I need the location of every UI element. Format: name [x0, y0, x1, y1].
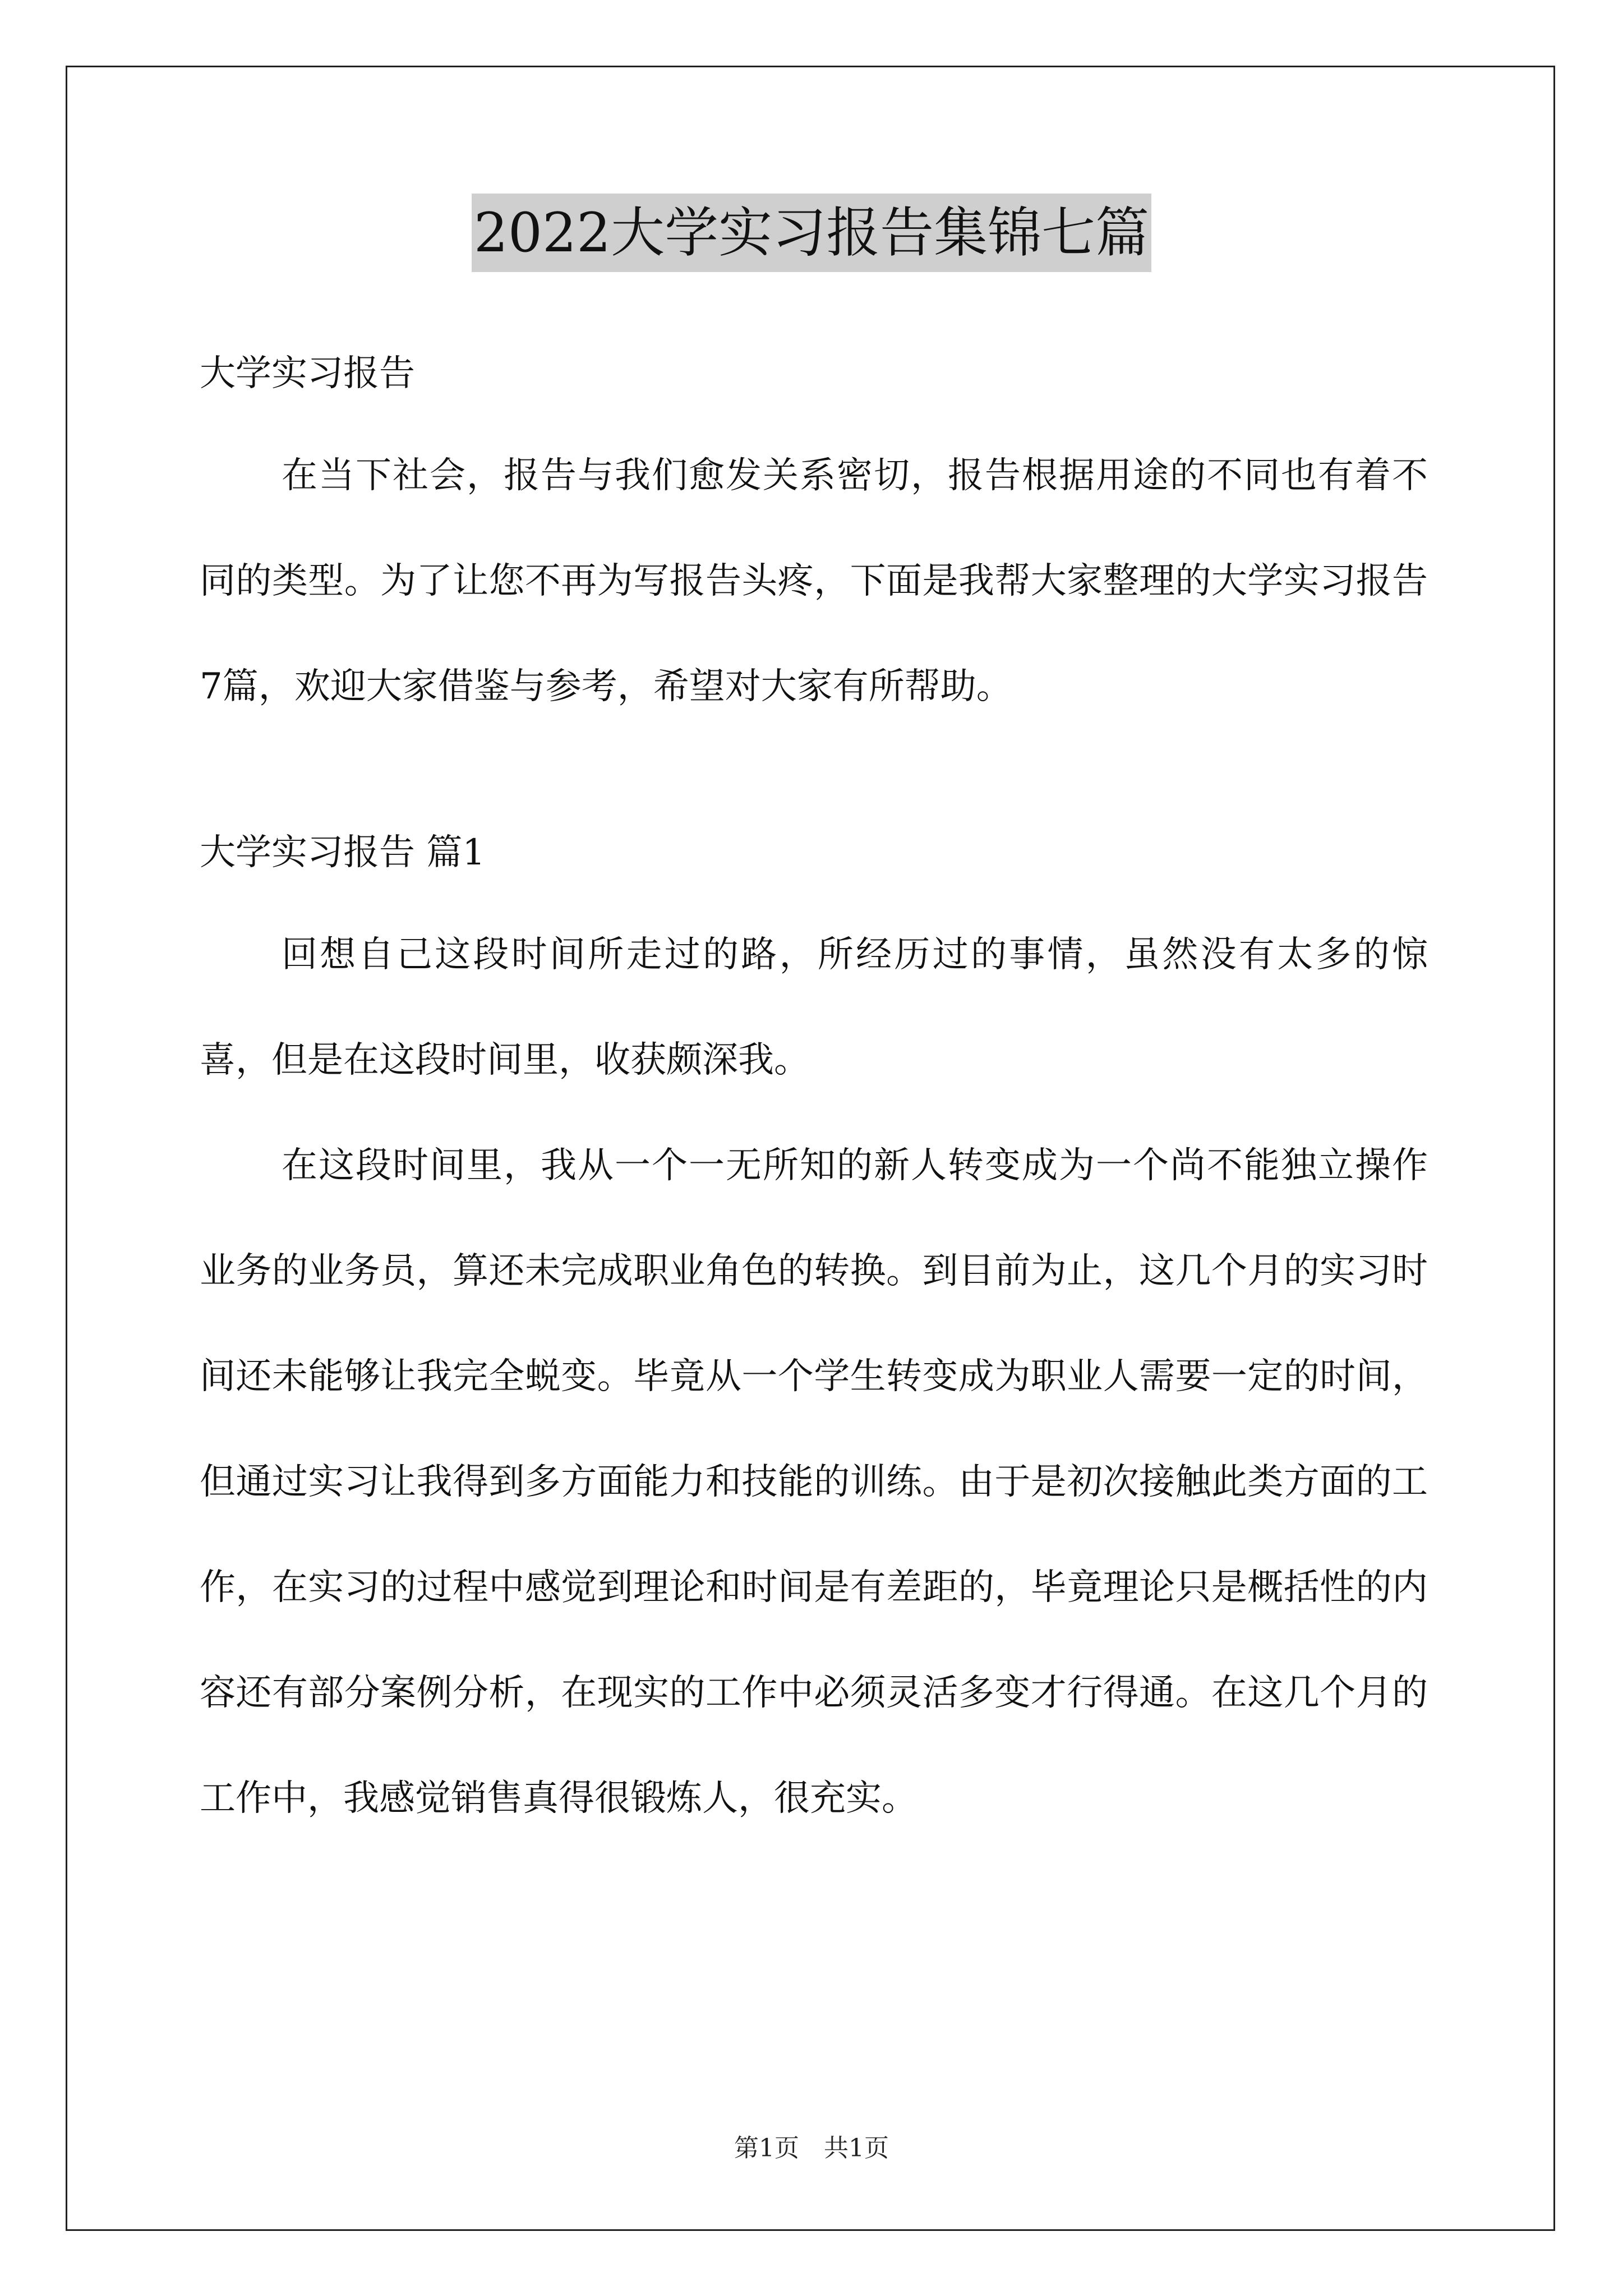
intro-heading: 大学实习报告 [200, 353, 415, 394]
intro-paragraph: 在当下社会，报告与我们愈发关系密切，报告根据用途的不同也有着不同的类型。为了让您不再为写报告头疼，下面是我帮大家整理的大学实习报告7篇，欢迎大家借鉴与参考，希望对大家有所帮助。 [200, 455, 1428, 707]
section-paragraph-2: 在这段时间里，我从一个一无所知的新人转变成为一个尚不能独立操作业务的业务员，算还未完成职业角色的转换。到目前为止，这几个月的实习时间还未能够让我完全蜕变。毕竟从一个学生转变成为职业人需要一定的时间，但通过实习让我得到多方面能力和技能的训练。由于是初次接触此类方面的工作，在实习的过程中感觉到理论和时间是有差距的，毕竟理论只是概括性的内容还有部分案例分析，在现实的工作中必须灵活多变才行得通。在这几个月的工作中，我感觉销售真得很锻炼人，很充实。 [200, 1145, 1428, 1819]
document-title: 2022大学实习报告集锦七篇 [472, 194, 1151, 272]
title-container [0, 194, 1623, 272]
document-body [200, 314, 1428, 1851]
section-heading: 大学实习报告 篇1 [200, 832, 486, 873]
section-paragraph-1: 回想自己这段时间所走过的路，所经历过的事情，虽然没有太多的惊喜，但是在这段时间里，收获颇深我。 [200, 934, 1428, 1081]
page-footer: 第1页 共1页 [734, 2134, 889, 2162]
